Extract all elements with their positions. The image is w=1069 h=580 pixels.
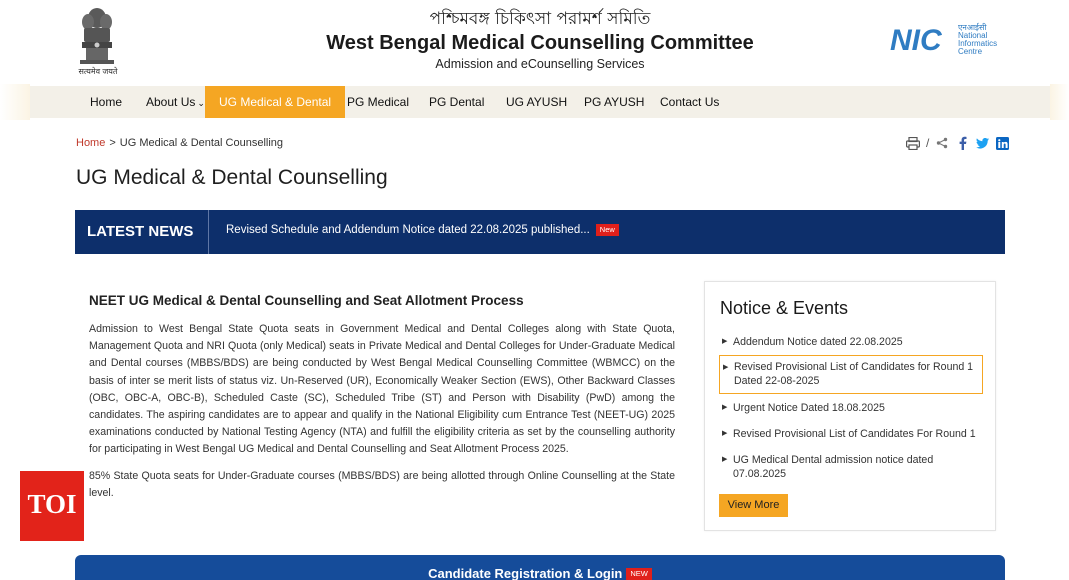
breadcrumb-current: UG Medical & Dental Counselling [119, 137, 284, 149]
page-title: UG Medical & Dental Counselling [76, 166, 388, 189]
site-title-block [290, 8, 790, 72]
article-paragraph-1: Admission to West Bengal State Quota seats in Government Medical and Dental Colleges along with State Quota, Management Quota and NRI Quota (only Medical) seats in Private Medical and Dental Colleges for Under-Graduate Medical and Dental courses (MBBS/BDS) are being conducted by West Bengal Medical Counselling Committee (WBMCC) on the basis of inter se merit lists of status viz. Un-Reserved (UR), Economically Weaker Section (EWS), Other Backward Classes (OBC, OBC-A, OBC-B), Scheduled Caste (SC), Scheduled Tribe (ST) and Person with Disability (PwD) among the candidates. The aspiring candidates are to appear and qualify in the National Eligibility cum Entrance Test (NEET-UG) 2025 examinations conducted by National Testing Agency (NTA) and fulfill the eligibility criteria as set by the counselling authority for participating in West Bengal UG Medical and Dental Counselling and Seat Allotment Process 2025. [89, 323, 675, 456]
nav-decoration-left [0, 84, 30, 120]
notice-item[interactable] [719, 427, 983, 441]
caret-right-icon: ▶ [722, 430, 728, 437]
nic-line2: Informatics [958, 39, 998, 48]
article-paragraph-2: 85% State Quota seats for Under-Graduate courses (MBBS/BDS) are being allotted through Online Counselling at the State level. [89, 470, 675, 500]
site-subtitle: Admission and eCounselling Services [435, 57, 645, 71]
nav-item-about-us-label: About Us [146, 95, 196, 109]
caret-right-icon: ▶ [722, 404, 728, 411]
site-title: West Bengal Medical Counselling Committee [326, 32, 754, 54]
linkedin-icon[interactable] [995, 136, 1009, 150]
print-icon[interactable] [906, 136, 920, 150]
twitter-icon[interactable] [975, 136, 989, 150]
share-icon[interactable] [935, 136, 949, 150]
nic-line1: National [958, 31, 988, 40]
new-badge: New [596, 224, 619, 236]
nav-item-pg-medical[interactable]: PG Medical [347, 95, 410, 109]
nav-item-pg-ayush[interactable]: PG AYUSH [584, 95, 645, 109]
notice-events-panel [704, 281, 996, 531]
notice-item[interactable] [719, 453, 983, 481]
nic-hindi-text: एनआईसी [958, 23, 987, 32]
news-ticker-controls [1027, 224, 1065, 240]
nic-logo-word: NIC [890, 24, 942, 57]
article-heading: NEET UG Medical & Dental Counselling and Seat Allotment Process [89, 293, 524, 308]
new-badge: NEW [626, 568, 652, 580]
breadcrumb-home-link[interactable]: Home [76, 137, 106, 149]
latest-news-text: Revised Schedule and Addendum Notice dated 22.08.2025 published... [226, 224, 590, 237]
nav-item-contact-us[interactable]: Contact Us [660, 95, 720, 109]
site-header [0, 0, 1069, 84]
nav-decoration-right [1050, 84, 1069, 120]
nic-logo[interactable] [890, 24, 1004, 60]
share-divider: / [926, 136, 930, 150]
toi-watermark-logo: TOI [20, 471, 84, 541]
nic-logo-text [958, 24, 997, 56]
notice-item[interactable] [719, 335, 983, 349]
notice-item-label: Revised Provisional List of Candidates for Round 1 Dated 22-08-2025 [734, 361, 974, 387]
nav-item-ug-medical-dental[interactable]: UG Medical & Dental [205, 86, 345, 118]
caret-right-icon: ▶ [723, 364, 729, 371]
latest-news-label: LATEST NEWS [75, 210, 209, 254]
latest-news-item[interactable] [226, 224, 619, 236]
latest-news-ticker [75, 210, 1067, 254]
nav-item-pg-dental[interactable]: PG Dental [429, 95, 485, 109]
candidate-registration-label: Candidate Registration & Login [428, 566, 623, 580]
nav-item-home[interactable]: Home [90, 95, 123, 109]
candidate-registration-banner[interactable] [75, 555, 1005, 580]
nav-item-ug-ayush[interactable]: UG AYUSH [506, 95, 568, 109]
pause-icon[interactable]: ❚❚ [1039, 226, 1056, 237]
next-arrow-icon[interactable]: ❯ [1055, 224, 1067, 240]
notice-events-heading: Notice & Events [720, 298, 849, 318]
notice-item-label: Addendum Notice dated 22.08.2025 [733, 336, 903, 348]
caret-right-icon: ▶ [722, 456, 728, 463]
notice-item-highlighted[interactable] [719, 355, 983, 394]
nic-line3: Centre [958, 47, 983, 56]
notice-item-label: Revised Provisional List of Candidates For Round 1 [733, 428, 976, 440]
facebook-icon[interactable] [955, 136, 969, 150]
prev-arrow-icon[interactable]: ❮ [1027, 224, 1039, 240]
main-navigation [30, 86, 1050, 118]
share-toolbar [906, 134, 1009, 152]
site-title-bengali: পশ্চিমবঙ্গ চিকিৎসা পরামর্শ সমিতি [429, 9, 651, 29]
emblem-caption: सत्यमेव जयते [78, 67, 118, 76]
caret-right-icon: ▶ [722, 338, 728, 345]
breadcrumb [76, 137, 283, 149]
notice-item[interactable] [719, 401, 983, 415]
breadcrumb-separator: > [109, 137, 116, 149]
view-more-button[interactable]: View More [719, 494, 788, 517]
notice-item-label: UG Medical Dental admission notice dated 07.08.2025 [733, 454, 934, 480]
chevron-down-icon: ⌄ [197, 98, 205, 108]
notice-item-label: Urgent Notice Dated 18.08.2025 [733, 402, 885, 414]
